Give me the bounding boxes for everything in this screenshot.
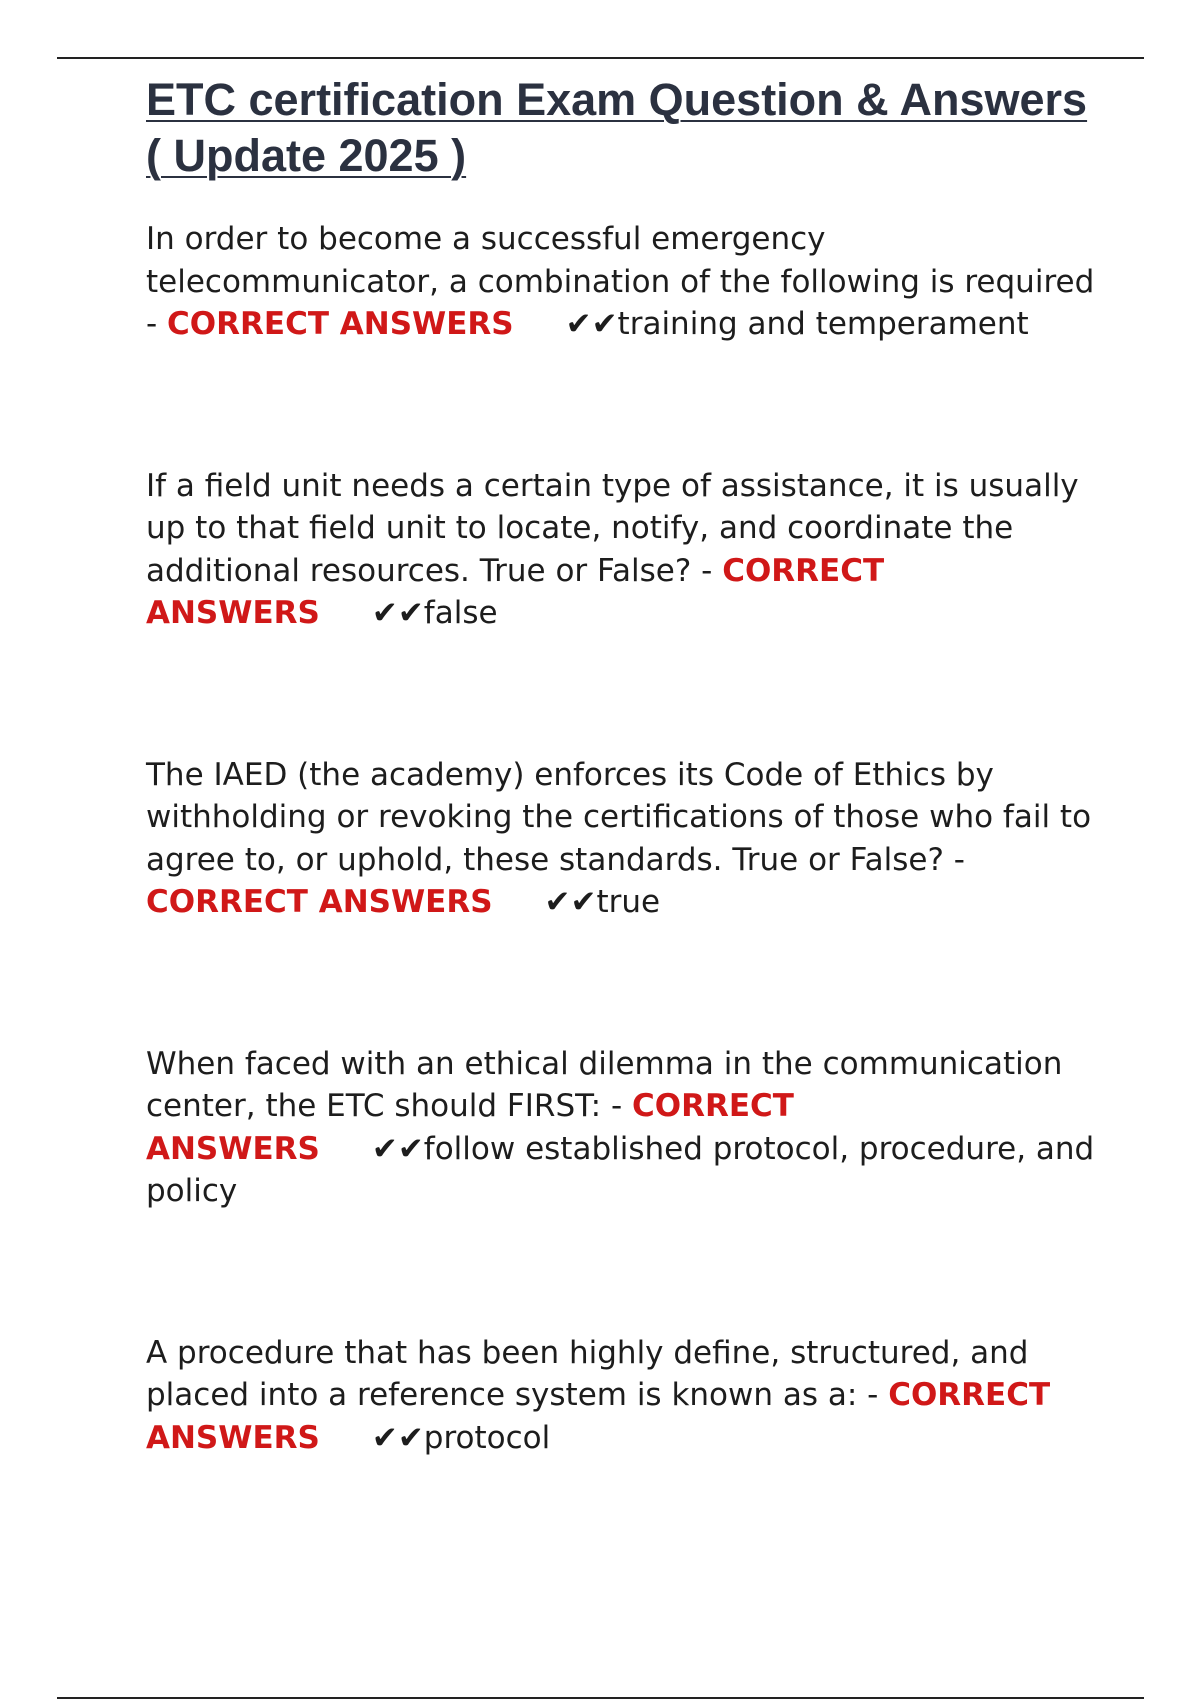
- document-title: ETC certification Exam Question & Answers ( Update 2025 ): [146, 74, 1088, 181]
- answer-text: protocol: [423, 1419, 551, 1456]
- qa-item-1: [146, 218, 1096, 346]
- answer-text: true: [596, 884, 661, 920]
- qa-item-3: [146, 754, 1096, 924]
- question-text: In order to become a successful emergency telecommunicator, a combination of the following is required -: [146, 221, 1095, 342]
- question-text: When faced with an ethical dilemma in the communication center, the ETC should FIRST: -: [146, 1045, 1063, 1124]
- checkmark-icon: ✔✔: [544, 884, 597, 920]
- answer-text: follow established protocol, procedure, and policy: [146, 1130, 1095, 1209]
- checkmark-icon: ✔✔: [371, 1419, 424, 1456]
- answer-label: CORRECT ANSWERS: [146, 1088, 794, 1167]
- answer-label: CORRECT ANSWERS: [146, 884, 493, 920]
- answer-label: CORRECT ANSWERS: [146, 552, 885, 631]
- question-text: A procedure that has been highly define, structured, and placed into a reference system is known as a: -: [146, 1334, 1029, 1413]
- qa-item-2: [146, 465, 1096, 635]
- checkmark-icon: ✔✔: [565, 306, 618, 342]
- checkmark-icon: ✔✔: [371, 1130, 424, 1167]
- checkmark-icon: ✔✔: [371, 595, 424, 631]
- top-rule: [57, 57, 1144, 59]
- question-text: If a field unit needs a certain type of assistance, it is usually up to that field unit to locate, notify, and coordinate the additional resources. True or False? -: [146, 467, 1079, 589]
- answer-text: training and temperament: [617, 306, 1029, 342]
- question-text: The IAED (the academy) enforces its Code of Ethics by withholding or revoking the certifications of those who fail to agree to, or uphold, these standards. True or False? -: [146, 756, 1092, 878]
- answer-text: false: [423, 595, 498, 631]
- qa-item-4: [146, 1043, 1096, 1213]
- qa-item-5: [146, 1332, 1096, 1460]
- answer-label: CORRECT ANSWERS: [167, 306, 514, 342]
- bottom-rule: [57, 1697, 1144, 1699]
- document-body: [146, 72, 1096, 1459]
- answer-label: CORRECT ANSWERS: [146, 1377, 1051, 1456]
